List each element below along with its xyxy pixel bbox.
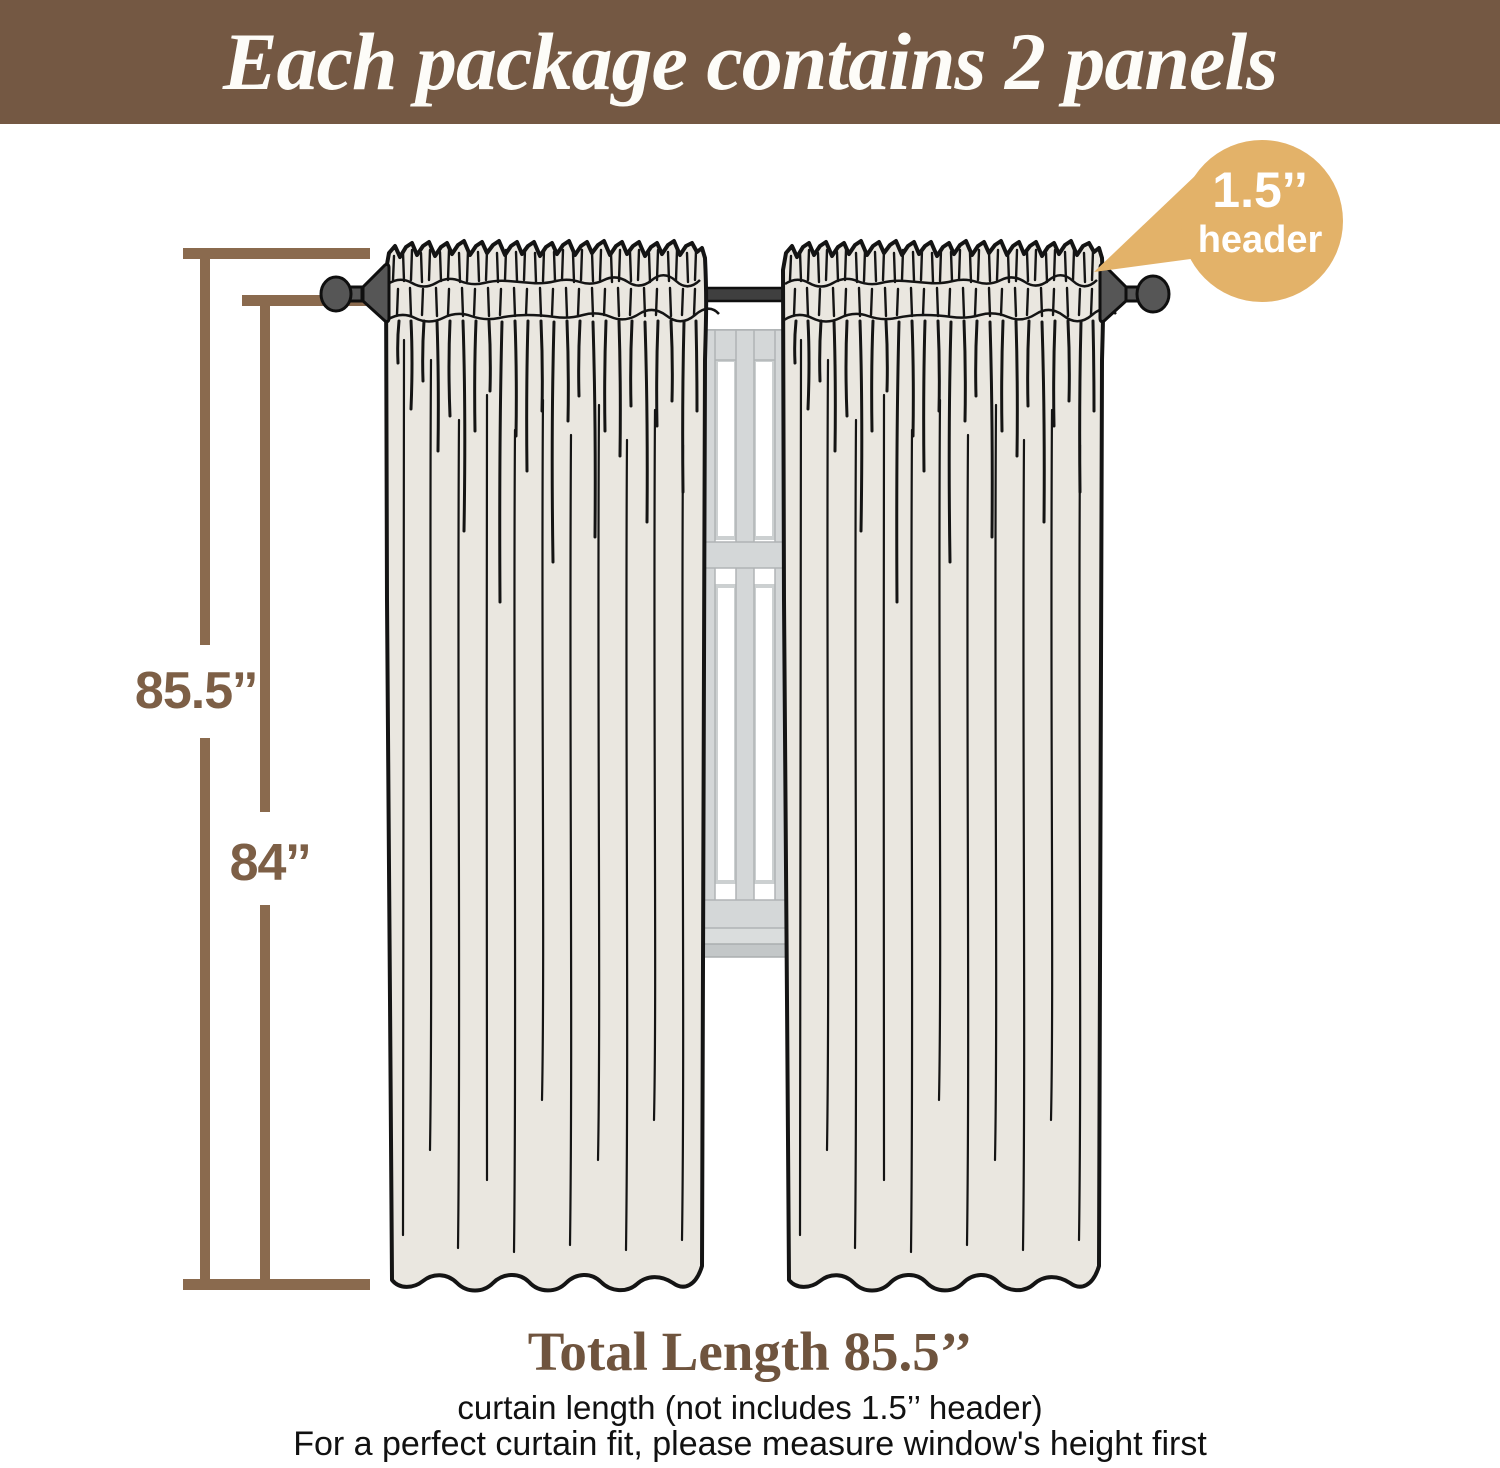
window-center-mullion xyxy=(736,330,754,930)
window-sash-bottom-right xyxy=(754,586,774,882)
finial-knob-left xyxy=(321,277,351,311)
dimension-curtain-84 xyxy=(230,295,370,1290)
total-length-title: Total Length 85.5’’ xyxy=(527,1321,973,1382)
header-callout xyxy=(1094,140,1343,302)
window-sash-top-left xyxy=(716,360,736,538)
window-sill-top xyxy=(690,928,800,945)
curtain-panel-right xyxy=(783,241,1116,1291)
dimension-label-curtain: 84’’ xyxy=(229,834,311,892)
finial-cone-right xyxy=(1100,264,1126,321)
callout-size-label: 1.5’’ xyxy=(1212,162,1308,218)
dimension-top-bar-total xyxy=(183,248,370,259)
dimension-label-total: 85.5’’ xyxy=(134,662,258,720)
window-mid-rail xyxy=(702,542,788,568)
window-sash-bottom-left xyxy=(716,586,736,882)
window-sill-bottom xyxy=(690,944,800,957)
callout-word-label: header xyxy=(1197,219,1323,261)
measure-tip: For a perfect curtain fit, please measure window's height first xyxy=(293,1425,1207,1463)
dimension-total-85-5 xyxy=(135,248,370,1290)
dimension-line-curtain-lower xyxy=(260,905,270,1290)
curtain-panel-left xyxy=(386,241,719,1291)
dimension-line-total-upper xyxy=(200,248,210,645)
rod-finial-right xyxy=(1100,264,1169,321)
window-sash-top-right xyxy=(754,360,774,538)
finial-knob-right xyxy=(1137,276,1169,312)
curtain-length-note: curtain length (not includes 1.5’’ header) xyxy=(457,1389,1043,1426)
finial-cone-left xyxy=(363,264,389,321)
dimension-line-total-lower xyxy=(200,738,210,1290)
rod-finial-left xyxy=(321,264,389,321)
window-bottom-rail xyxy=(702,900,788,930)
banner-title: Each package contains 2 panels xyxy=(222,16,1278,107)
dimension-bottom-bar xyxy=(183,1279,370,1290)
dimension-line-curtain-upper xyxy=(260,295,270,812)
